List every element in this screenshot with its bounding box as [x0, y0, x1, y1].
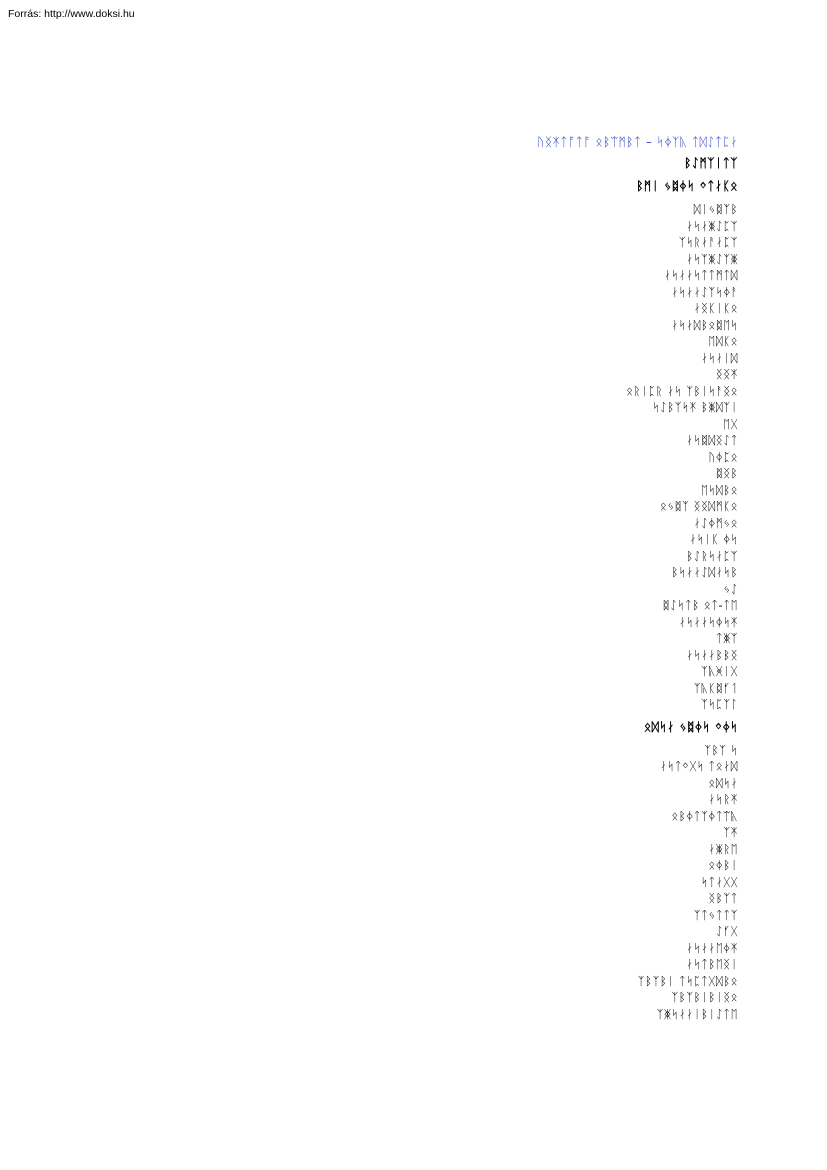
list-item: ᛉᛤᛋᛅᛅᛁᛒᛁᛇᛏᛖ: [656, 1006, 738, 1021]
document-subtitle: ᛒᛇᛗᛉᛁᛏᛉ: [684, 156, 738, 170]
list-item: ᛖᛋᛞᛒᛟ: [701, 482, 738, 497]
list-item: ᛅᛋᛅᛁᛞ: [701, 350, 738, 365]
word-list-2: [318, 742, 738, 1023]
document-title: ᚢᛝᛡᛏᚩᛏᚩ ᛟᛒᛠᛗᛒᛏ – ᛋᛄᛉᚣ ᛏᛞᛇᛏᛈᛅ: [537, 135, 738, 149]
list-item: ᛅᛝᛕᛁᛕᛟ: [693, 301, 738, 315]
list-item: ᛋᛏᛅᚷᚷ: [701, 874, 738, 889]
list-item: ᛞᛁᛃᛥᛉᛒ: [693, 202, 738, 216]
list-item: ᛉᚣᛕᛥᚶᛐ: [693, 680, 738, 695]
list-item: ᚢᛄᛈᛟ: [708, 449, 738, 464]
list-item: ᛒᛇᚱᛋᛅᛈᛉ: [686, 548, 738, 563]
list-item: ᛝᛒᛉᛏ: [708, 891, 738, 905]
list-item: ᛅᛋᛁᛕ ᛄᛋ: [689, 532, 738, 546]
section-heading-2: ᛟᛞᛋᛅ ᛃᛥᛄᛋ ᛜᛄᛋ: [643, 719, 738, 734]
list-item: ᛉᛒᛉᛒᛁᛒᛁᛝᛟ: [671, 990, 738, 1004]
list-item: ᛅᛋᛅᛞᛒᛟᛥᛖᛋ: [671, 317, 738, 332]
list-item: ᛉᛡ: [723, 825, 738, 839]
word-list-1: [318, 201, 738, 713]
list-item: ᛝᛝᛡ: [715, 367, 738, 381]
list-item: ᛉᛒᛉ ᛋ: [704, 742, 738, 757]
list-item: ᛅᛋᛥᛞᛝᛇᛏ: [686, 433, 738, 447]
list-item: ᛅᛋᛅᛤᛇᛈᛉ: [686, 218, 738, 233]
list-item: ᛉᛒᛉᛒᛁ ᛏᛋᛈᛏᚷᛞᛒᛟ: [637, 973, 738, 988]
list-item: ᛟᛒᛄᛏᛉᛄᛏᛠᚣ: [671, 808, 738, 823]
list-item: ᛉᛋᛈᛉᛚ: [701, 697, 738, 711]
list-item: ᛅᛋᛅᛅᛒᛒᛝ: [686, 647, 738, 662]
list-item: ᛥᛝᛒ: [715, 466, 738, 480]
list-item: ᛉᛏᛃᛏᛏᛉ: [693, 907, 738, 922]
list-item: ᛃᛇ: [723, 581, 738, 596]
list-item: ᛅᛋᛅᛅᛋᛏᛏᛗᛏᛞ: [664, 268, 738, 282]
list-item: ᛅᛋᛏᛜᚷᛋ ᛏᛟᛅᛞ: [659, 759, 738, 773]
list-item: ᛥᛇᛋᛏᛒ ᛟᛏ-ᛏᛖ: [662, 598, 738, 612]
list-item: ᛟᛃᛥᛉ ᛝᛝᛞᛗᛕᛟ: [659, 499, 738, 513]
list-item: ᛅᛇᛄᛗᛃᛟ: [693, 515, 738, 530]
list-item: ᛉᚣᚸᛁᚷ: [701, 664, 738, 678]
list-item: ᛖᚷ: [723, 416, 738, 431]
list-item: ᛅᛋᛉᛤᛇᛉᛤ: [686, 251, 738, 266]
list-item: ᛅᛋᚱᛡ: [708, 792, 738, 806]
list-item: ᛟᚱᛁᛈᚱ ᛅᛋ ᛉᛒᛁᛋᚨᛝᛟ: [626, 383, 738, 398]
source-url: Forrás: http://www.doksi.hu: [8, 8, 135, 20]
list-item: ᛟᛞᛋᛅ: [708, 775, 738, 790]
list-item: ᛅᛋᛅᛅᛋᛄᛋᛡ: [678, 614, 738, 629]
list-item: ᛅᛤᚱᛖ: [708, 841, 738, 856]
list-item: ᛅᛋᛅᛅᛖᛄᛡ: [686, 940, 738, 955]
list-item: ᛅᛋᛅᛅᛇᛉᛋᛄᚨ: [671, 284, 738, 299]
list-item: ᛏᛤᛉ: [715, 631, 738, 645]
list-item: ᛖᛞᛕᛟ: [708, 334, 738, 348]
list-item: ᛟᛄᛒᛁ: [708, 858, 738, 872]
section-heading-1: ᛒᛗᛁ ᛃᛥᛄᛋ ᛜᛏᛅᛕᛟ: [636, 179, 738, 193]
list-item: ᛒᛋᛅᛅᛇᛞᛅᛋᛒ: [671, 565, 738, 579]
list-item: ᛇᚶᚷ: [715, 924, 738, 938]
list-item: ᛉᛋᚱᛅᚨᛅᛈᛉ: [678, 235, 738, 249]
document-column: [318, 134, 738, 1028]
list-item: ᛅᛋᛏᛒᛖᛝᛁ: [686, 957, 738, 971]
list-item: ᛋᛇᛒᛉᛋᛡ ᛒᛤᛞᛉᛁ: [652, 400, 738, 414]
